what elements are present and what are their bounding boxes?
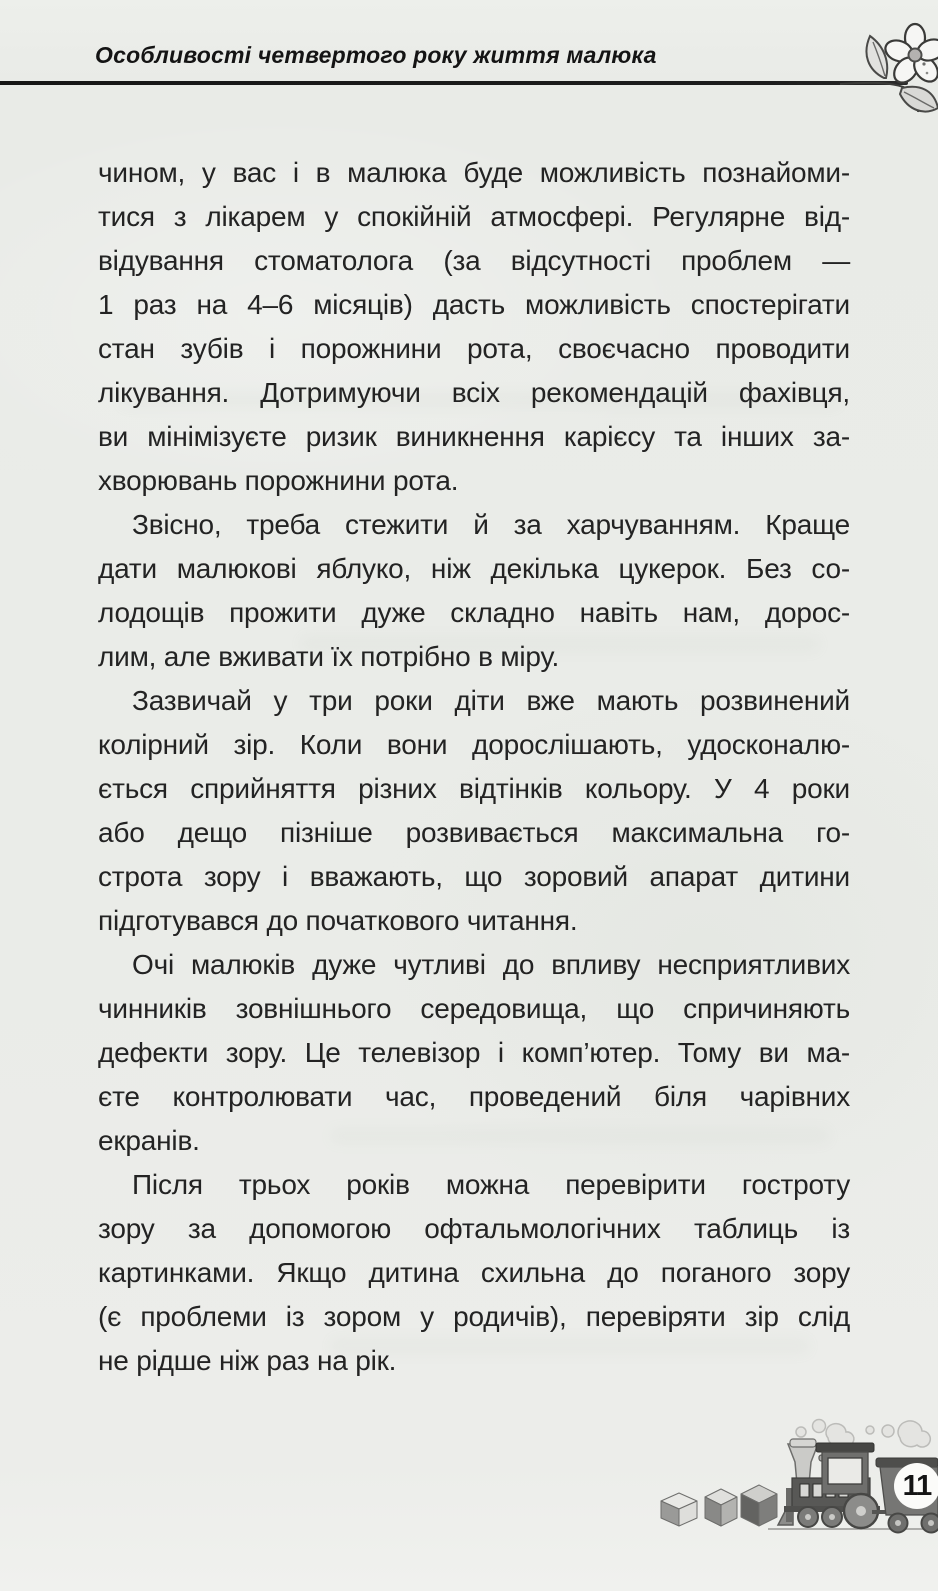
text-line: 1 раз на 4–6 місяців) дасть можливість спостерігати — [98, 289, 850, 320]
text-line: тися з лікарем у спокійній атмосфері. Регулярне від- — [98, 201, 850, 232]
page-title: Особливості четвертого року життя малюка — [95, 42, 657, 68]
text-line: ви мінімізуєте ризик виникнення карієсу та інших за- — [98, 421, 850, 452]
header-divider — [0, 81, 908, 85]
text-line: Після трьох років можна перевірити гостроту — [132, 1169, 850, 1200]
text-line: хворювань порожнини рота. — [98, 465, 459, 496]
text-line: стан зубів і порожнини рота, своєчасно проводити — [98, 333, 850, 364]
text-line: (є проблеми із зором у родичів), перевіряти зір слід — [98, 1301, 850, 1332]
paragraph — [98, 943, 850, 1163]
flower-icon — [840, 16, 938, 142]
text-line: ється сприйняття різних відтінків кольору. У 4 роки — [98, 773, 850, 804]
text-line: чинників зовнішнього середовища, що спричиняють — [98, 993, 850, 1024]
text-line: дефекти зору. Це телевізор і комп’ютер. Тому ви ма- — [98, 1037, 850, 1068]
paragraph — [98, 503, 850, 679]
text-line: єте контролювати час, проведений біля чарівних — [98, 1081, 850, 1112]
page-number: 11 — [902, 1470, 932, 1502]
text-line: колірний зір. Коли вони дорослішають, удосконалю- — [98, 729, 850, 760]
text-line: лим, але вживати їх потрібно в міру. — [98, 641, 560, 672]
text-line: лодощів прожити дуже складно навіть нам, дорос- — [98, 597, 850, 628]
text-line: лікування. Дотримуючи всіх рекомендацій фахівця, — [98, 377, 850, 408]
paragraph — [98, 151, 850, 503]
text-line: Очі малюків дуже чутливі до впливу несприятливих — [132, 949, 850, 980]
text-line: зору за допомогою офтальмологічних таблиць із — [98, 1213, 850, 1244]
text-line: підготувався до початкового читання. — [98, 905, 578, 936]
text-line: картинками. Якщо дитина схильна до поганого зору — [98, 1257, 850, 1288]
paragraph — [98, 1163, 850, 1383]
text-line: строта зору і вважають, що зоровий апарат дитини — [98, 861, 850, 892]
text-line: дати малюкові яблуко, ніж декілька цукерок. Без со- — [98, 553, 850, 584]
toy-train-icon — [620, 1396, 938, 1546]
text-line: чином, у вас і в малюка буде можливість познайоми- — [98, 157, 850, 188]
text-line: або дещо пізніше розвивається максимальна го- — [98, 817, 850, 848]
body-text — [98, 151, 850, 1383]
text-line: екранів. — [98, 1125, 200, 1156]
paragraph — [98, 679, 850, 943]
text-line: Зазвичай у три роки діти вже мають розвинений — [132, 685, 850, 716]
text-line: не рідше ніж раз на рік. — [98, 1345, 397, 1376]
text-line: Звісно, треба стежити й за харчуванням. Краще — [132, 509, 850, 540]
text-line: відування стоматолога (за відсутності проблем — — [98, 245, 850, 276]
